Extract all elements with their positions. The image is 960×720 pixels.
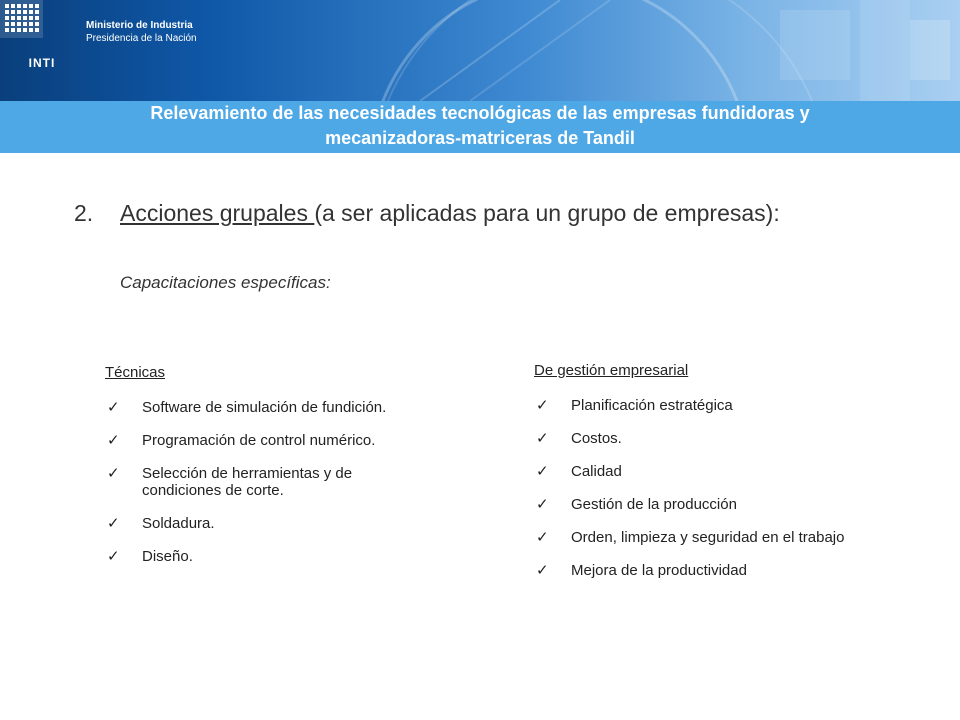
list-item xyxy=(105,399,425,416)
header-banner xyxy=(0,0,960,101)
check-icon: ✓ xyxy=(107,432,120,449)
section-subheading: Capacitaciones específicas: xyxy=(120,273,331,292)
check-icon: ✓ xyxy=(107,399,120,416)
ministry-line-2: Presidencia de la Nación xyxy=(86,33,197,44)
ministry-label xyxy=(86,19,197,45)
technical-heading: Técnicas xyxy=(105,364,166,381)
slide-title-line-1: Relevamiento de las necesidades tecnológicas de las empresas fundidoras y xyxy=(150,103,810,123)
check-icon: ✓ xyxy=(536,430,549,447)
list-item-text: Software de simulación de fundición. xyxy=(142,399,387,416)
list-item-text: Costos. xyxy=(571,430,622,447)
list-item-text: Orden, limpieza y seguridad en el trabajo xyxy=(571,529,845,546)
list-item xyxy=(534,562,934,579)
list-item xyxy=(534,463,934,480)
management-column xyxy=(534,361,934,595)
list-item-text: Mejora de la productividad xyxy=(571,562,747,579)
list-item-text: Selección de herramientas y de condiciones de corte. xyxy=(142,465,353,499)
check-icon: ✓ xyxy=(536,463,549,480)
list-item-text: Diseño. xyxy=(142,548,193,565)
check-icon: ✓ xyxy=(536,529,549,546)
check-icon: ✓ xyxy=(107,465,120,482)
check-icon: ✓ xyxy=(536,496,549,513)
list-item xyxy=(105,432,425,449)
technical-column xyxy=(105,363,425,581)
logo-text: INTI xyxy=(28,56,56,70)
list-item-text: Soldadura. xyxy=(142,515,215,532)
check-icon: ✓ xyxy=(107,515,120,532)
list-item-text: Programación de control numérico. xyxy=(142,432,376,449)
inti-logo-icon xyxy=(0,0,43,38)
list-item-text: Calidad xyxy=(571,463,622,480)
technical-list xyxy=(105,399,425,565)
list-item-text: Gestión de la producción xyxy=(571,496,737,513)
check-icon: ✓ xyxy=(107,548,120,565)
header-decoration xyxy=(0,0,960,101)
slide-title xyxy=(0,101,960,153)
management-heading: De gestión empresarial xyxy=(534,362,689,379)
list-item xyxy=(534,430,934,447)
section-heading xyxy=(74,200,780,227)
check-icon: ✓ xyxy=(536,562,549,579)
slide-title-line-2: mecanizadoras-matriceras de Tandil xyxy=(325,128,635,148)
section-heading-rest: (a ser aplicadas para un grupo de empresas): xyxy=(314,200,780,226)
list-item xyxy=(105,548,425,565)
section-number: 2. xyxy=(74,200,94,226)
list-item xyxy=(534,496,934,513)
list-item xyxy=(105,515,425,532)
list-item xyxy=(105,465,425,499)
list-item-text: Planificación estratégica xyxy=(571,397,733,414)
check-icon: ✓ xyxy=(536,397,549,414)
section-heading-underlined: Acciones grupales xyxy=(120,200,315,226)
ministry-line-1: Ministerio de Industria xyxy=(86,20,193,31)
list-item xyxy=(534,397,934,414)
list-item xyxy=(534,529,934,546)
management-list xyxy=(534,397,934,579)
